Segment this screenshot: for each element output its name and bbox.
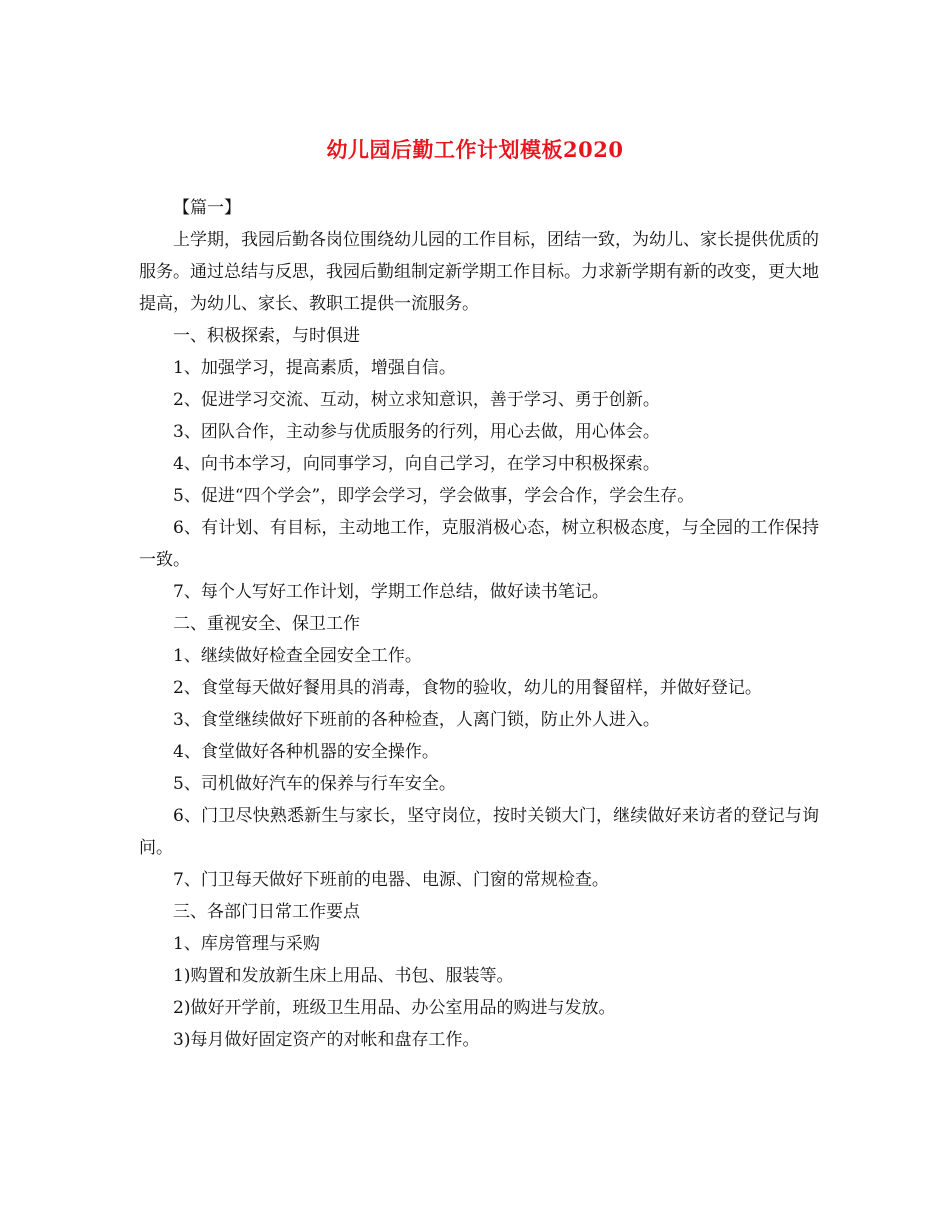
list-item: 3、食堂继续做好下班前的各种检查，人离门锁，防止外人进入。 [173,710,660,730]
list-item: 3、团队合作，主动参与优质服务的行列，用心去做，用心体会。 [173,422,660,442]
list-item: 5、促进“四个学会”，即学会学习，学会做事，学会合作，学会生存。 [173,486,695,506]
list-item: 1、库房管理与采购 [173,934,320,954]
list-item: 2)做好开学前，班级卫生用品、办公室用品的购进与发放。 [173,998,616,1018]
list-item: 1、继续做好检查全园安全工作。 [173,646,422,666]
list-item: 1)购置和发放新生床上用品、书包、服装等。 [173,966,514,986]
section-heading: 【篇一】 [173,198,241,218]
list-item: 6、有计划、有目标，主动地工作，克服消极心态，树立积极态度，与全园的工作保持一致。 [139,518,819,570]
list-item: 4、食堂做好各种机器的安全操作。 [173,742,439,762]
list-item: 5、司机做好汽车的保养与行车安全。 [173,774,456,794]
section-heading: 一、积极探索，与时俱进 [173,326,360,346]
paragraph: 上学期，我园后勤各岗位围绕幼儿园的工作目标，团结一致，为幼儿、家长提供优质的服务。通过总结与反思，我园后勤组制定新学期工作目标。力求新学期有新的改变，更大地提高，为幼儿、家长、教职工提供一流服务。 [139,230,819,314]
document-body [139,192,819,1056]
list-item: 7、每个人写好工作计划，学期工作总结，做好读书笔记。 [173,582,609,602]
list-item: 4、向书本学习，向同事学习，向自己学习，在学习中积极探索。 [173,454,660,474]
document-title: 幼儿园后勤工作计划模板2020 [326,137,624,163]
section-heading: 二、重视安全、保卫工作 [173,614,360,634]
list-item: 1、加强学习，提高素质，增强自信。 [173,358,456,378]
section-heading: 三、各部门日常工作要点 [173,902,360,922]
list-item: 6、门卫尽快熟悉新生与家长，坚守岗位，按时关锁大门，继续做好来访者的登记与询问。 [139,806,819,858]
list-item: 3)每月做好固定资产的对帐和盘存工作。 [173,1030,480,1050]
list-item: 2、食堂每天做好餐用具的消毒，食物的验收，幼儿的用餐留样，并做好登记。 [173,678,762,698]
list-item: 7、门卫每天做好下班前的电器、电源、门窗的常规检查。 [173,870,609,890]
list-item: 2、促进学习交流、互动，树立求知意识，善于学习、勇于创新。 [173,390,660,410]
